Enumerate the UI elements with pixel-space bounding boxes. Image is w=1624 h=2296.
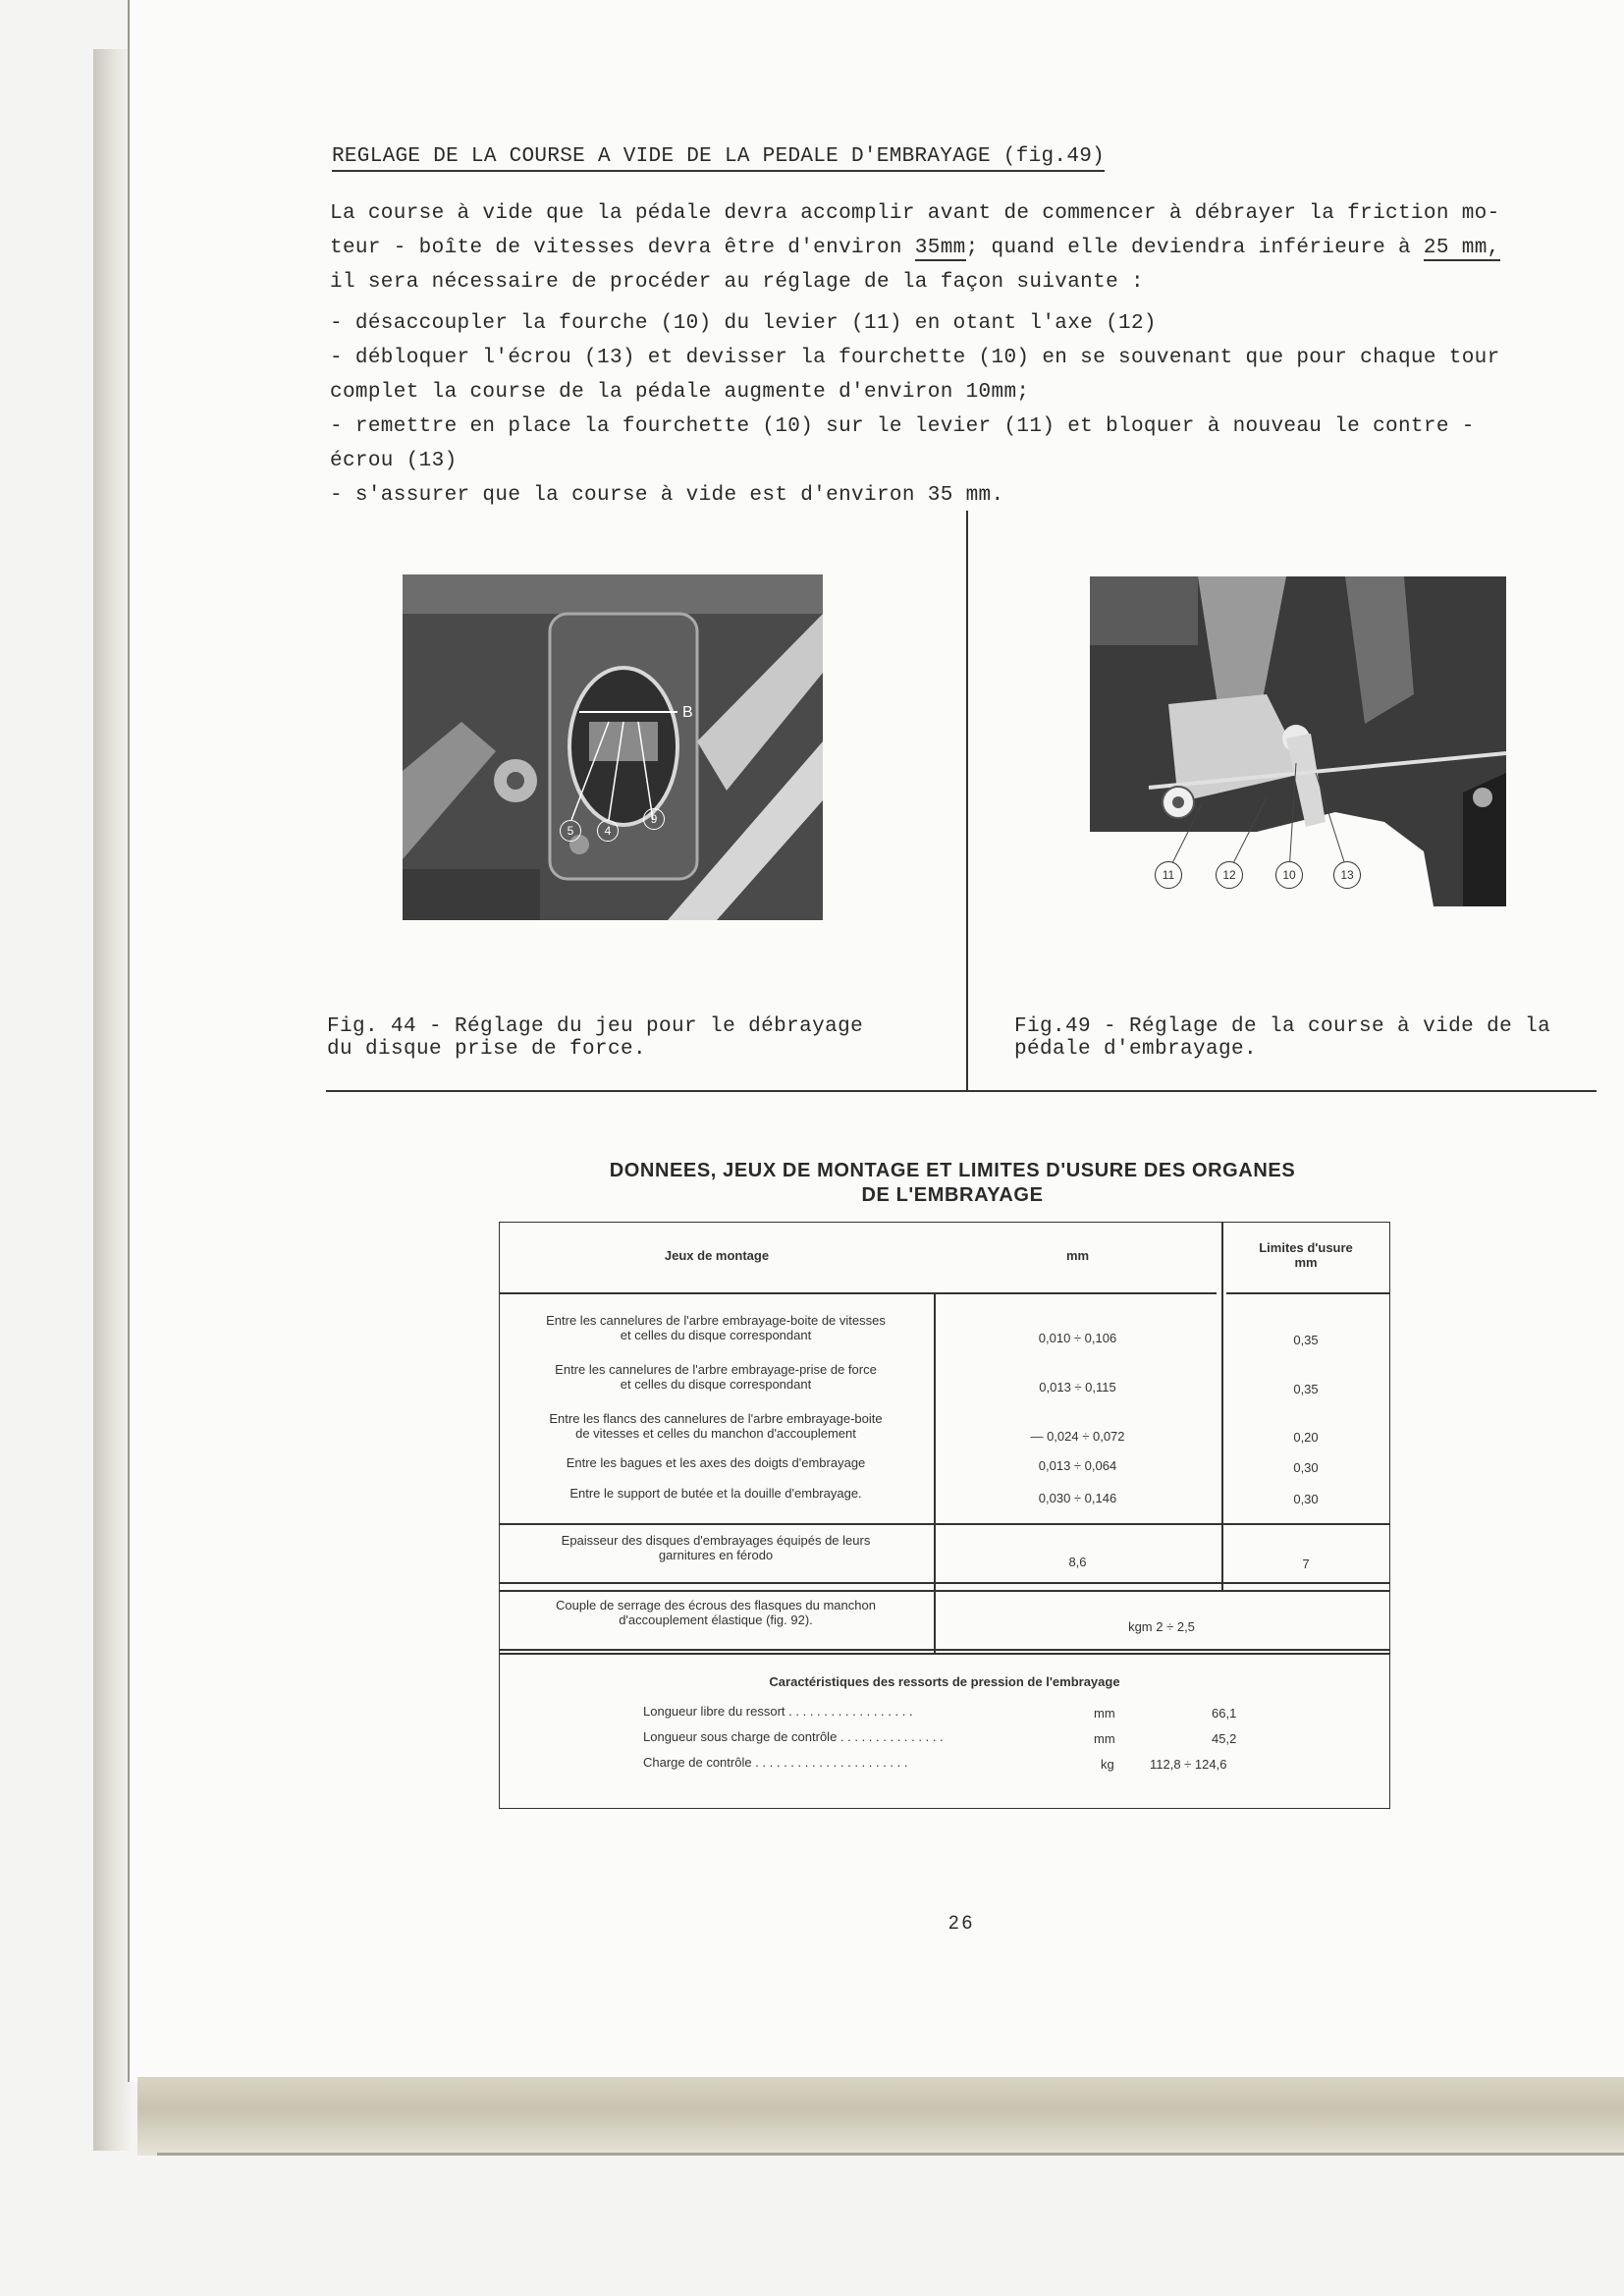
row-3-label: Entre les flancs des cannelures de l'arbre embrayage-boite de vitesses et celles du manchon d'accouplement [549, 1411, 883, 1441]
fig44-callout-9: 9 [643, 808, 665, 830]
figure-divider-vertical [966, 511, 968, 1092]
ressorts-row-3-label: Charge de contrôle . . . . . . . . . . . . . . . . . . . . . . [643, 1755, 908, 1770]
page-bottom-edge [137, 2077, 1624, 2156]
row-1-mm: 0,010 ÷ 0,106 [1038, 1331, 1117, 1345]
row-4-mm: 0,013 ÷ 0,064 [1038, 1458, 1117, 1473]
row-2-limit: 0,35 [1293, 1382, 1319, 1396]
fig49-photo [1090, 576, 1506, 906]
row-4-label: Entre les bagues et les axes des doigts d'embrayage [566, 1455, 866, 1470]
ressorts-row-1-value: 66,1 [1212, 1706, 1237, 1721]
epaisseur-label: Epaisseur des disques d'embrayages équipés de leurs garnitures en férodo [561, 1533, 871, 1562]
step-4: - s'assurer que la course à vide est d'environ 35 mm. [330, 484, 1004, 507]
row-5-label: Entre le support de butée et la douille d'embrayage. [569, 1486, 862, 1501]
step-2: - débloquer l'écrou (13) et devisser la fourchette (10) en se souvenant que pour chaque tour [330, 347, 1500, 369]
row-5-mm: 0,030 ÷ 0,146 [1038, 1491, 1117, 1505]
col-header-jeux: Jeux de montage [664, 1248, 770, 1263]
row-3-mm: — 0,024 ÷ 0,072 [1030, 1429, 1125, 1444]
section-divider-horizontal [326, 1090, 1597, 1092]
epaisseur-limit: 7 [1302, 1557, 1310, 1571]
ressorts-title: Caractéristiques des ressorts de pression de l'embrayage [769, 1674, 1120, 1689]
ressorts-row-3-value: 112,8 ÷ 124,6 [1150, 1757, 1227, 1772]
ressorts-row-2-unit: mm [1094, 1731, 1115, 1746]
col-header-limites: Limites d'usure [1259, 1240, 1353, 1255]
fig44-label-b: B [682, 704, 693, 721]
page-number: 26 [948, 1913, 976, 1934]
row-3-limit: 0,20 [1293, 1430, 1319, 1445]
intro-line-1: La course à vide que la pédale devra accomplir avant de commencer à débrayer la friction mo- [330, 202, 1500, 225]
step-1: - désaccoupler la fourche (10) du levier (11) en otant l'axe (12) [330, 312, 1157, 335]
ressorts-row-1-unit: mm [1094, 1706, 1115, 1721]
fig44-callout-4: 4 [597, 820, 619, 842]
row-2-label: Entre les cannelures de l'arbre embrayage-prise de force et celles du disque correspondant [555, 1362, 877, 1392]
row-1-label: Entre les cannelures de l'arbre embrayage-boite de vitesses et celles du disque correspondant [546, 1313, 886, 1342]
step-3-cont: écrou (13) [330, 450, 458, 472]
page-binding-shadow [93, 49, 133, 2151]
intro-line-2: teur - boîte de vitesses devra être d'environ 35mm; quand elle deviendra inférieure à 25 mm, [330, 237, 1500, 259]
couple-label: Couple de serrage des écrous des flasques du manchon d'accouplement élastique (fig. 92). [556, 1598, 876, 1627]
col-header-mm: mm [1065, 1248, 1090, 1263]
page-bottom-line [157, 2153, 1624, 2156]
fig49-callout-10: 10 [1275, 861, 1303, 889]
table-title-line-1: DONNEES, JEUX DE MONTAGE ET LIMITES D'USURE DES ORGANES [609, 1160, 1296, 1181]
fig49-caption-line-2: pédale d'embrayage. [1014, 1038, 1258, 1061]
row-1-limit: 0,35 [1293, 1333, 1319, 1347]
fig49-callout-13: 13 [1333, 861, 1361, 889]
fig49-callout-11: 11 [1155, 861, 1182, 889]
row-4-limit: 0,30 [1293, 1460, 1319, 1475]
ressorts-row-3-unit: kg [1101, 1757, 1114, 1772]
fig44-callout-5: 5 [560, 820, 581, 842]
ressorts-row-2-value: 45,2 [1212, 1731, 1237, 1746]
step-3: - remettre en place la fourchette (10) sur le levier (11) et bloquer à nouveau le contre - [330, 415, 1475, 438]
couple-value: kgm 2 ÷ 2,5 [1128, 1619, 1195, 1634]
fig49-caption-line-1: Fig.49 - Réglage de la course à vide de la [1014, 1015, 1551, 1038]
step-2-cont: complet la course de la pédale augmente d'environ 10mm; [330, 381, 1030, 404]
embrayage-data-table [499, 1222, 1390, 1809]
fig44-caption-line-2: du disque prise de force. [327, 1038, 647, 1061]
col-header-limites-unit: mm [1294, 1255, 1318, 1270]
row-2-mm: 0,013 ÷ 0,115 [1039, 1380, 1116, 1394]
fig44-caption-line-1: Fig. 44 - Réglage du jeu pour le débrayage [327, 1015, 864, 1038]
ressorts-row-1-label: Longueur libre du ressort . . . . . . . . . . . . . . . . . . [643, 1704, 913, 1719]
section-heading: REGLAGE DE LA COURSE A VIDE DE LA PEDALE D'EMBRAYAGE (fig.49) [332, 145, 1105, 172]
row-5-limit: 0,30 [1293, 1492, 1319, 1506]
ressorts-row-2-label: Longueur sous charge de contrôle . . . . . . . . . . . . . . . [643, 1729, 944, 1744]
fig44-photo [403, 574, 823, 920]
fig49-callout-12: 12 [1216, 861, 1243, 889]
table-title-line-2: DE L'EMBRAYAGE [861, 1184, 1044, 1206]
epaisseur-mm: 8,6 [1068, 1555, 1087, 1569]
intro-line-3: il sera nécessaire de procéder au réglage de la façon suivante : [330, 271, 1144, 294]
